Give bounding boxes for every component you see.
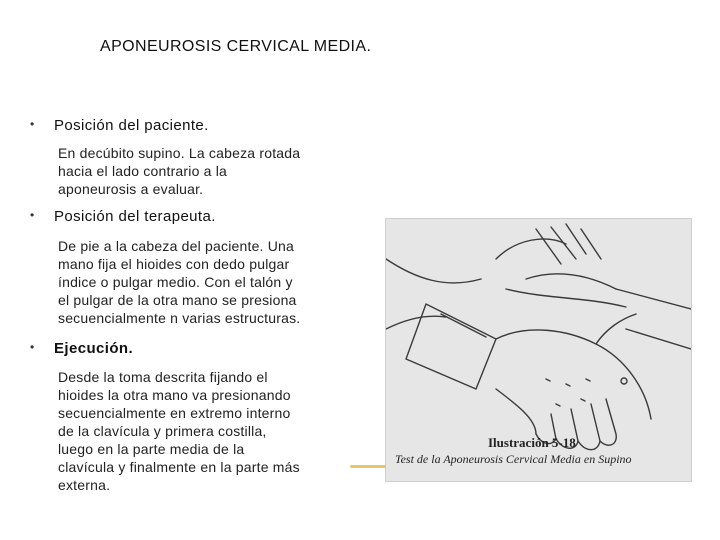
bullet-dot: • bbox=[30, 117, 35, 131]
accent-divider bbox=[350, 465, 386, 468]
body-line: el pulgar de la otra mano se presiona bbox=[58, 292, 297, 308]
body-line: Desde la toma descrita fijando el bbox=[58, 369, 268, 385]
body-line: de la clavícula y primera costilla, bbox=[58, 423, 267, 439]
bullet-dot: • bbox=[30, 340, 35, 354]
body-line: índice o pulgar medio. Con el talón y bbox=[58, 274, 293, 290]
section-body-therapist-position bbox=[58, 237, 358, 327]
body-line: aponeurosis a evaluar. bbox=[58, 181, 204, 197]
illustration-caption-number: Ilustración 5-18 bbox=[488, 435, 576, 450]
body-line: hacia el lado contrario a la bbox=[58, 163, 228, 179]
body-line: clavícula y finalmente en la parte más bbox=[58, 459, 300, 475]
slide-title: APONEUROSIS CERVICAL MEDIA. bbox=[100, 38, 372, 55]
section-heading: Ejecución. bbox=[54, 340, 134, 357]
section-heading: Posición del paciente. bbox=[54, 117, 209, 134]
body-line: De pie a la cabeza del paciente. Una bbox=[58, 238, 295, 254]
body-line: luego en la parte media de la bbox=[58, 441, 245, 457]
illustration-caption-text: Test de la Aponeurosis Cervical Media en Supino bbox=[395, 452, 632, 466]
body-line: secuencialmente en extremo interno bbox=[58, 405, 291, 421]
body-line: externa. bbox=[58, 477, 111, 493]
body-line: secuencialmente n varias estructuras. bbox=[58, 310, 301, 326]
section-body-patient-position bbox=[58, 144, 358, 198]
bullet-dot: • bbox=[30, 208, 35, 222]
body-line: mano fija el hioides con dedo pulgar bbox=[58, 256, 290, 272]
section-body-execution bbox=[58, 368, 358, 494]
body-line: hioides la otra mano va presionando bbox=[58, 387, 291, 403]
body-line: En decúbito supino. La cabeza rotada bbox=[58, 145, 301, 161]
section-heading: Posición del terapeuta. bbox=[54, 208, 216, 225]
